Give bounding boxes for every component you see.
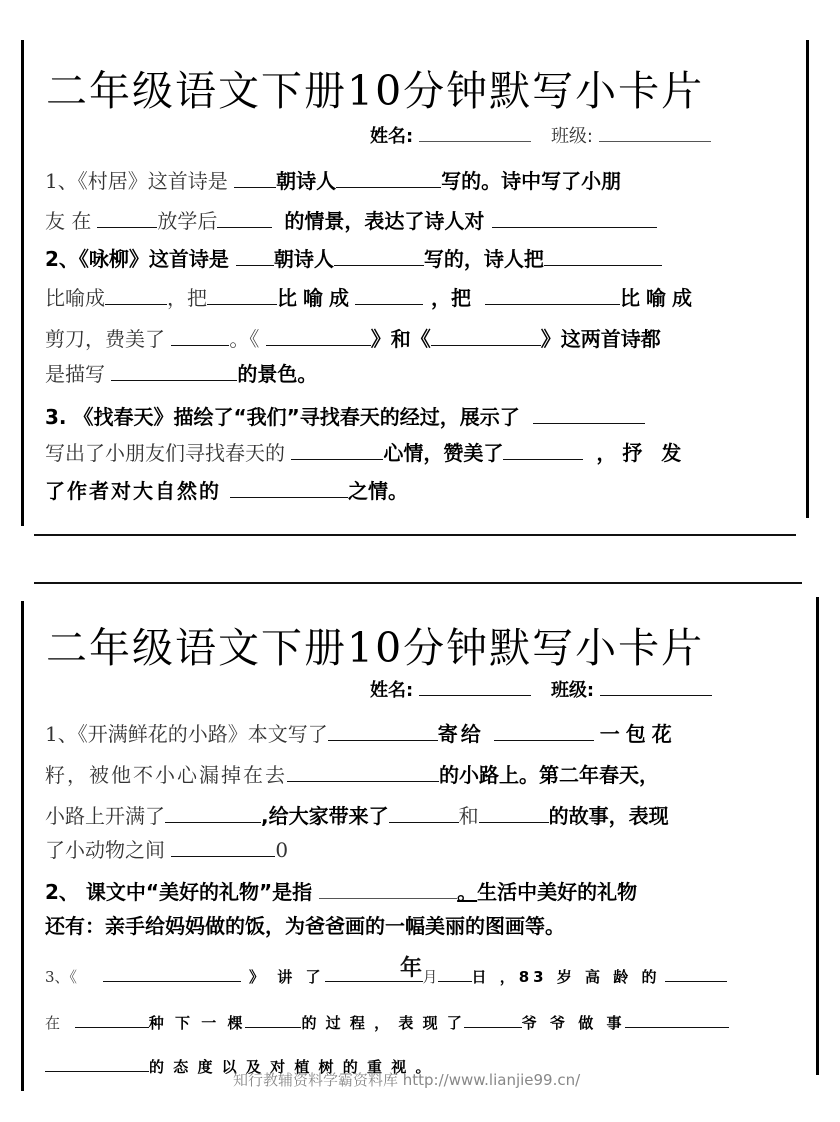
card2-q1-line3: 小路上开满了 ,给大家带来了 和 的故事，表现 <box>45 804 669 828</box>
blank[interactable] <box>97 209 157 228</box>
card2-q3-line3: 的 态 度 以 及 对 植 树 的 重 视 。 <box>45 1052 432 1082</box>
blank[interactable] <box>105 286 167 305</box>
blank[interactable] <box>45 1057 149 1072</box>
card1-q1-line1: 1、《村居》这首诗是 朝诗人 写的。诗中写了小朋 <box>45 169 622 193</box>
card2-name-row <box>370 676 726 702</box>
card1-right-border <box>806 40 809 518</box>
stray-glyph: 年 <box>400 956 423 981</box>
blank[interactable] <box>336 169 441 188</box>
blank[interactable] <box>111 362 237 381</box>
card1-q2-line3: 剪刀，费美了 。《 》和《 》这两首诗都 <box>45 327 661 351</box>
card1-q2-line2: 比喻成 ，把 比喻成 ，把 比喻成 <box>45 286 698 310</box>
blank[interactable] <box>625 1013 729 1028</box>
watermark: 知行教辅资料学霸资料库 http://www.lianjie99.cn/ <box>233 1071 581 1089</box>
class-label: 班级: <box>550 680 595 701</box>
card2-right-border <box>816 597 819 1075</box>
blank[interactable] <box>287 763 439 782</box>
name-label: 姓名: <box>370 680 414 701</box>
blank[interactable] <box>245 1013 301 1028</box>
card2-top-rule <box>34 582 802 584</box>
card2-q1-line4: 了小动物之间 0 <box>45 838 289 862</box>
blank[interactable] <box>431 327 541 346</box>
blank[interactable] <box>533 405 645 424</box>
blank[interactable] <box>236 247 274 266</box>
card1-q3-line1: 3. 《找春天》描绘了“我们”寻找春天的经过，展示了 <box>45 402 645 432</box>
card2-left-border <box>21 601 24 1091</box>
card1-q3-line3: 了作者对大自然的 之情。 <box>45 479 408 503</box>
card2-q3-line2: 在 种 下 一 棵 的 过 程 ， 表 现 了 爷 爷 做 事 <box>45 1008 729 1038</box>
blank[interactable] <box>266 327 371 346</box>
class-label: 班级: <box>550 126 594 147</box>
blank[interactable] <box>665 967 727 982</box>
blank[interactable] <box>464 1013 522 1028</box>
card1-title: 二年级语文下册10分钟默写小卡片 <box>46 67 705 115</box>
blank[interactable] <box>217 209 272 228</box>
blank[interactable] <box>171 838 275 857</box>
blank[interactable] <box>334 247 424 266</box>
blank[interactable] <box>389 804 459 823</box>
card2-q1-line2: 籽，被他不小心漏掉在去 的小路上。第二年春天， <box>45 763 659 787</box>
card2-q3-line1: 3、《 》 讲 了 月 日 ，83 岁 高 龄 的 <box>45 962 727 992</box>
card2-title: 二年级语文下册10分钟默写小卡片 <box>46 624 705 672</box>
card1-name-row <box>370 122 725 148</box>
name-label: 姓名: <box>370 126 414 147</box>
card2-q2-line2: 还有：亲手给妈妈做的饭，为爸爸画的一幅美丽的图画等。 <box>45 914 565 938</box>
card1-left-border <box>21 40 24 526</box>
card2-q1-line1: 1、《开满鲜花的小路》本文写了 寄给 一包花 <box>45 722 678 746</box>
blank[interactable] <box>355 286 423 305</box>
blank[interactable] <box>544 247 662 266</box>
card1-q3-line2: 写出了小朋友们寻找春天的 心情，赞美了 ，抒 发 <box>45 441 688 465</box>
blank[interactable] <box>234 169 276 188</box>
blank[interactable] <box>230 479 348 498</box>
blank[interactable] <box>207 286 277 305</box>
card1-q2-line4: 是描写 的景色。 <box>45 362 318 386</box>
blank[interactable] <box>494 722 594 741</box>
blank[interactable] <box>438 967 472 982</box>
blank[interactable] <box>492 209 657 228</box>
blank[interactable] <box>485 286 620 305</box>
class-blank[interactable] <box>600 681 712 696</box>
blank[interactable] <box>503 441 583 460</box>
card1-bottom-rule <box>34 534 796 536</box>
blank[interactable] <box>479 804 549 823</box>
blank[interactable] <box>165 804 261 823</box>
blank[interactable] <box>319 880 457 899</box>
blank[interactable] <box>171 327 229 346</box>
blank[interactable] <box>328 722 438 741</box>
name-blank[interactable] <box>419 681 531 696</box>
blank[interactable] <box>291 441 383 460</box>
card2-q2-line1: 2、 课文中“美好的礼物”是指 。生活中美好的礼物 <box>45 880 638 904</box>
name-blank[interactable] <box>419 127 531 142</box>
card1-q2-line1: 2、《咏柳》这首诗是 朝诗人 写的，诗人把 <box>45 244 662 274</box>
blank[interactable] <box>103 967 241 982</box>
blank[interactable] <box>75 1013 149 1028</box>
card1-q1-line2: 友 在 放学后 的情景，表达了诗人对 <box>45 206 657 236</box>
class-blank[interactable] <box>599 127 711 142</box>
